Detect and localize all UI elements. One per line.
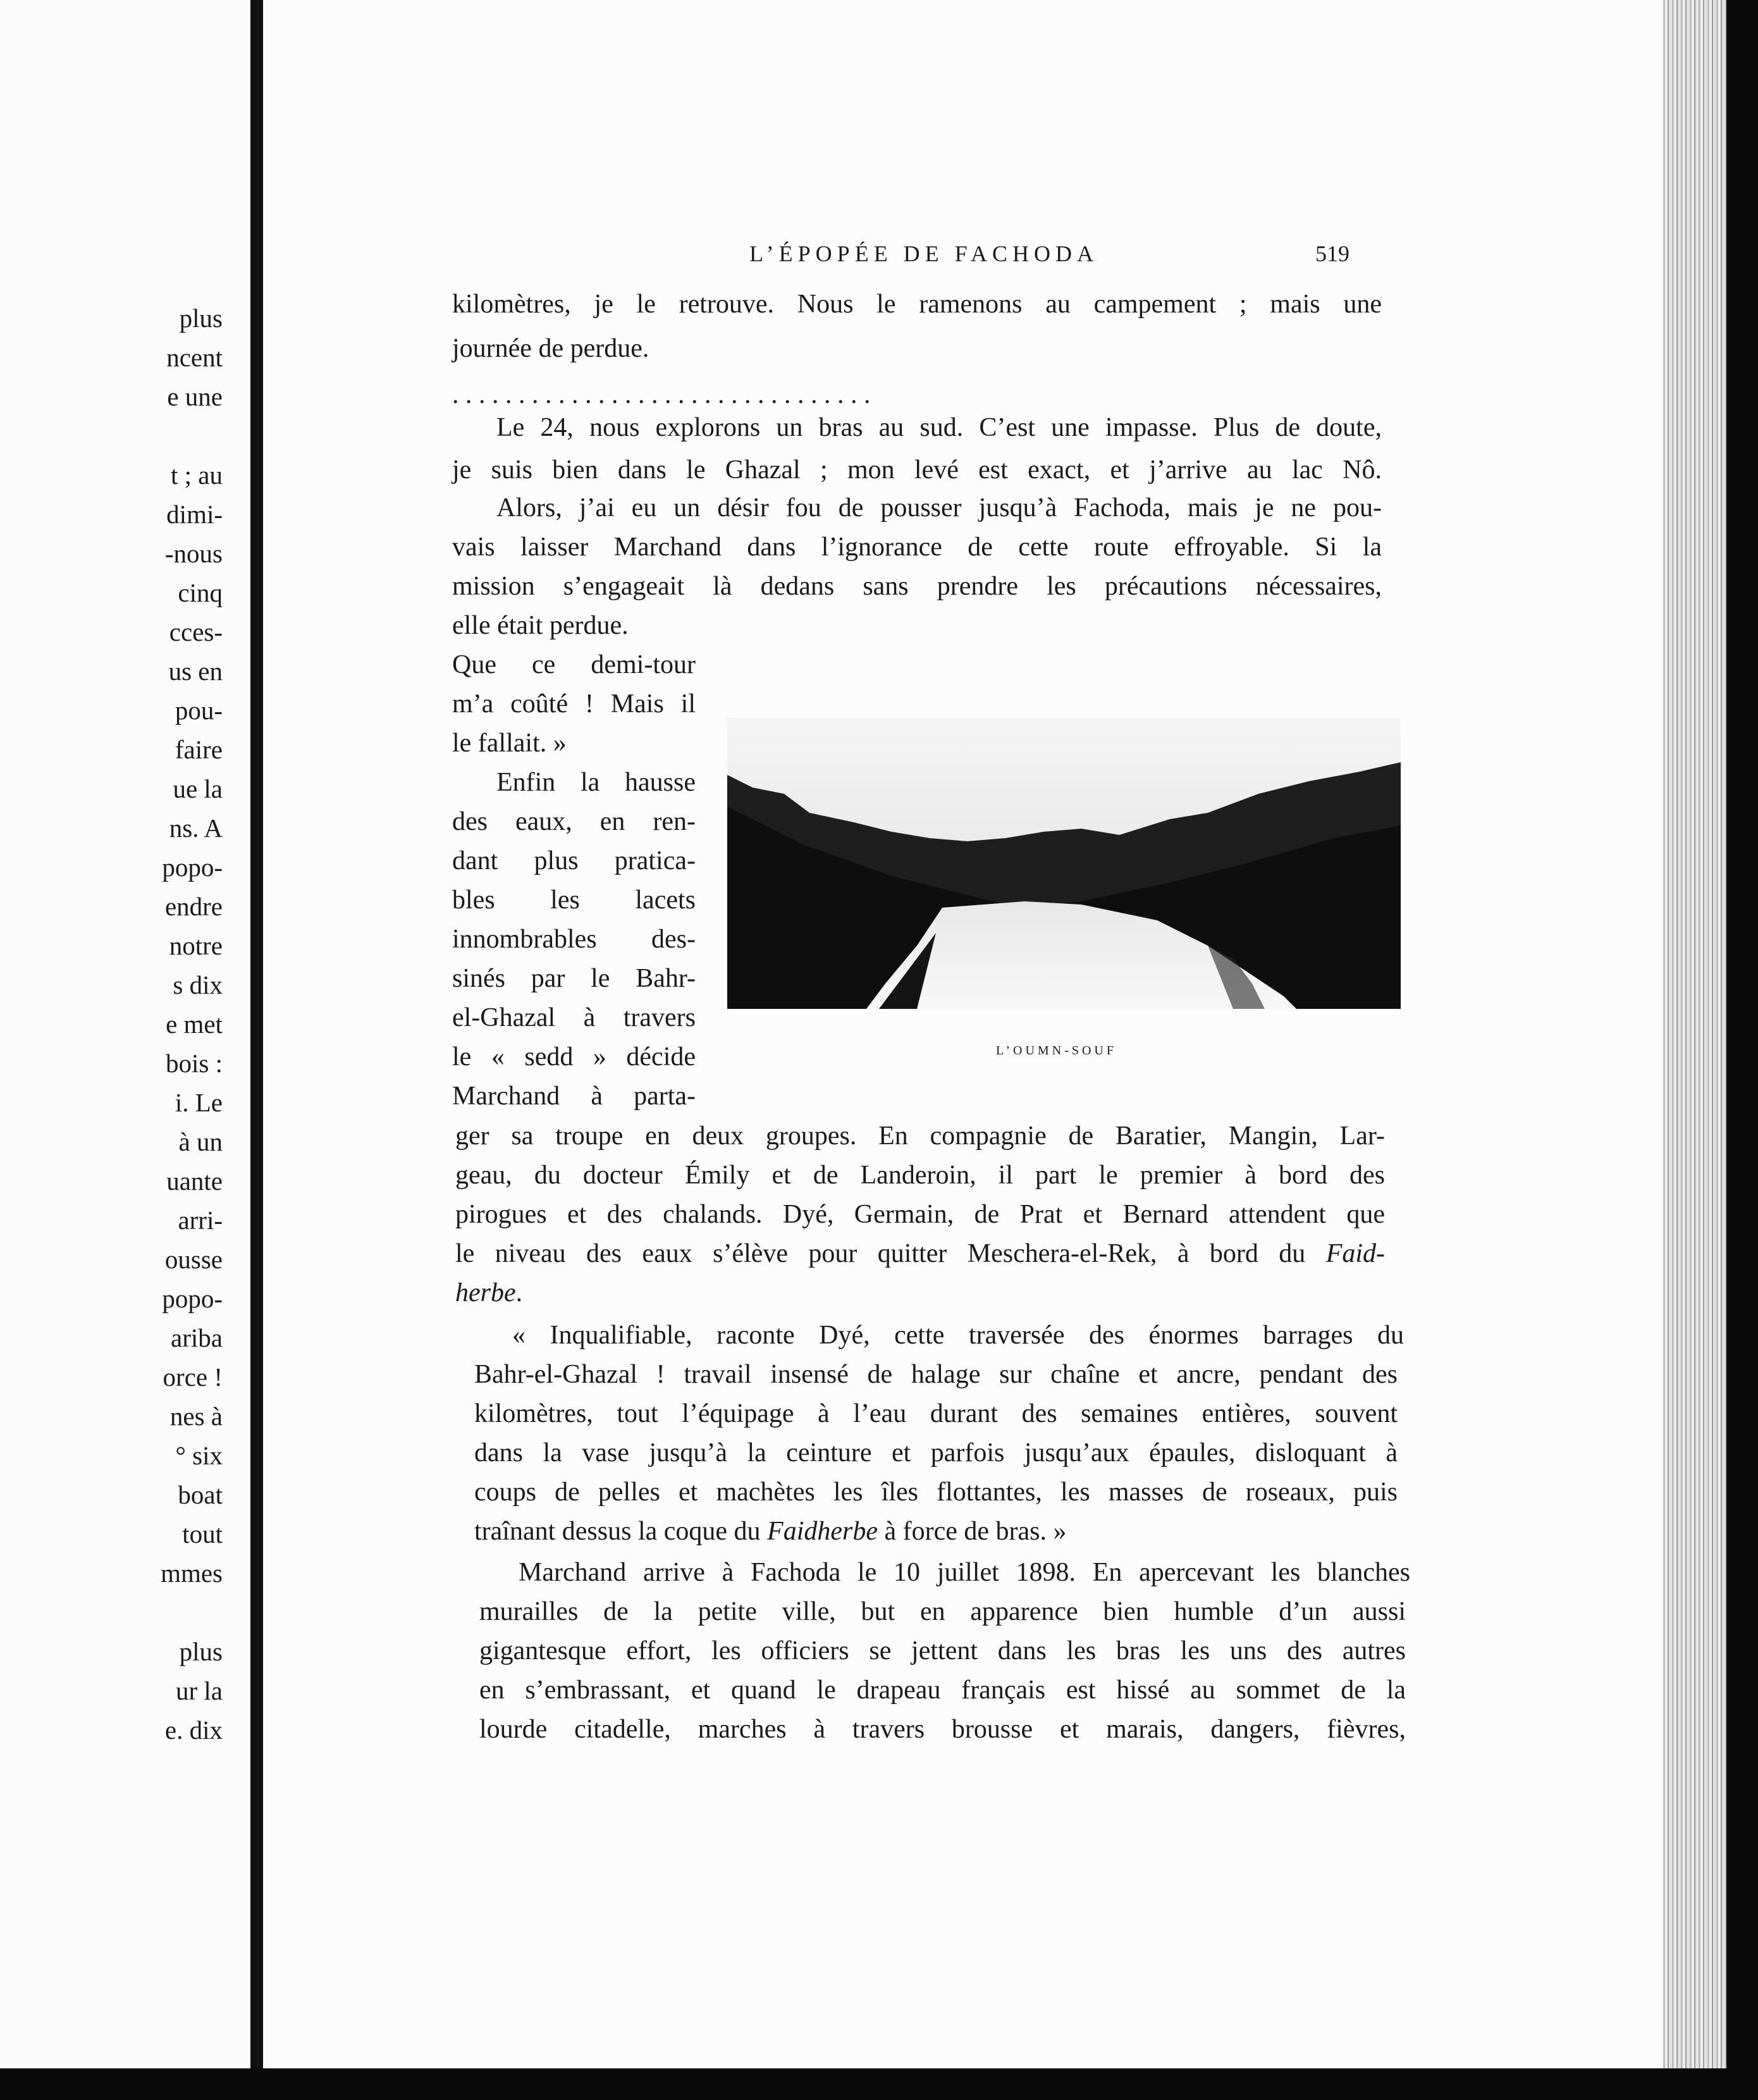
left-page-fragment: ns. A: [169, 813, 223, 843]
text-line: [479, 1710, 1406, 1749]
text-line: [474, 1433, 1398, 1473]
left-page-fragment: faire: [175, 735, 223, 764]
text-span: « Inqualifiable, raconte Dyé, cette traversée des énormes barrages du: [512, 1321, 1404, 1350]
left-page-fragment: boat: [178, 1480, 223, 1509]
text-span: .: [515, 1278, 523, 1307]
left-page-fragment: e. dix: [164, 1715, 223, 1745]
left-page-fragment: uante: [166, 1166, 223, 1195]
left-page-fragment: us en: [168, 657, 223, 686]
text-line: [455, 1273, 645, 1312]
text-span: Enfin la hausse: [496, 768, 696, 797]
left-page-fragment: plus: [179, 1637, 223, 1666]
text-span: Marchand arrive à Fachoda le 10 juillet 1898. En apercevant les blanches: [519, 1558, 1410, 1587]
text-line: [455, 1156, 1385, 1195]
text-span: ger sa troupe en deux groupes. En compagnie de Baratier, Mangin, Lar-: [455, 1121, 1385, 1151]
left-page: [0, 0, 250, 2100]
text-span: geau, du docteur Émily et de Landeroin, il part le premier à bord des: [455, 1161, 1385, 1190]
reed-channel-photo: [727, 718, 1401, 1009]
text-line: [512, 1316, 1404, 1355]
text-span: je suis bien dans le Ghazal ; mon levé est exact, et j’arrive au lac Nô.: [452, 455, 1382, 485]
left-page-fragment: cinq: [178, 578, 223, 607]
text-line: [455, 1234, 1385, 1273]
text-line: [496, 488, 1382, 528]
text-line: [452, 645, 696, 684]
left-page-fragment: pou-: [175, 696, 223, 725]
text-span: lourde citadelle, marches à travers brousse et marais, dangers, fièvres,: [479, 1715, 1406, 1744]
text-span: des eaux, en ren-: [452, 807, 696, 836]
left-page-fragment: ariba: [171, 1323, 223, 1352]
left-page-fragment: -nous: [164, 539, 223, 568]
left-page-fragment: ousse: [164, 1245, 223, 1274]
left-page-fragment: mmes: [161, 1559, 223, 1588]
text-span: mission s’engageait là dedans sans prendre les précautions nécessaires,: [452, 572, 1382, 601]
text-span: gigantesque effort, les officiers se jettent dans les bras les uns des autres: [479, 1636, 1406, 1665]
text-span: à force de bras. »: [884, 1517, 1067, 1546]
book-gutter: [250, 0, 263, 2100]
text-line: [479, 1671, 1406, 1710]
text-span: dans la vase jusqu’à la ceinture et parfois jusqu’aux épaules, disloquant à: [474, 1438, 1398, 1467]
text-line: [496, 408, 1382, 447]
text-span: le niveau des eaux s’élève pour quitter Meschera-el-Rek, à bord du: [455, 1239, 1306, 1268]
text-line: [452, 920, 696, 959]
text-span: journée de perdue.: [452, 334, 649, 363]
left-page-fragment: e met: [166, 1010, 223, 1039]
left-page-fragment: e une: [167, 382, 223, 411]
text-line: [452, 528, 1382, 567]
left-page-fragment: notre: [169, 931, 223, 960]
left-page-fragment: t ; au: [171, 460, 223, 490]
text-line: [455, 1195, 1385, 1234]
text-line: [474, 1394, 1398, 1433]
text-line: [452, 880, 696, 920]
text-line: [455, 1116, 1385, 1156]
left-page-fragment: ur la: [176, 1676, 223, 1705]
text-line: [452, 285, 1382, 324]
left-page-fragment: popo-: [162, 853, 223, 882]
text-line: [474, 1355, 1398, 1394]
text-span: Marchand à parta-: [452, 1082, 696, 1111]
text-span: kilomètres, je le retrouve. Nous le ramenons au campement ; mais une: [452, 290, 1382, 319]
scan-border: [0, 2068, 1758, 2100]
text-line: [496, 763, 696, 802]
left-page-fragment: dimi-: [166, 500, 223, 529]
text-line: [479, 1592, 1406, 1631]
text-span: le fallait. »: [452, 729, 567, 758]
text-span: coups de pelles et machètes les îles flottantes, les masses de roseaux, puis: [474, 1478, 1398, 1507]
text-line: [452, 567, 1382, 606]
left-page-fragment: à un: [178, 1127, 223, 1156]
left-page-fragment: ° six: [175, 1441, 223, 1470]
text-line: [452, 802, 696, 841]
left-page-fragment: nes à: [169, 1402, 223, 1431]
text-line: [452, 998, 696, 1037]
text-span: elle était perdue.: [452, 611, 629, 640]
text-span: m’a coûté ! Mais il: [452, 689, 696, 719]
italic-text: Faid-: [1325, 1239, 1385, 1268]
text-span: dant plus pratica-: [452, 846, 696, 875]
left-page-fragment: s dix: [173, 970, 223, 999]
text-line: [479, 1631, 1406, 1671]
text-span: bles les lacets: [452, 886, 696, 915]
text-line: [452, 1077, 696, 1116]
page-number: 519: [1315, 241, 1349, 266]
text-line: [452, 1037, 696, 1077]
text-span: Alors, j’ai eu un désir fou de pousser jusqu’à Fachoda, mais je ne pou-: [496, 493, 1382, 522]
running-title: L’ÉPOPÉE DE FACHODA: [749, 241, 1099, 266]
text-span: Que ce demi-tour: [452, 650, 696, 679]
text-line: [474, 1512, 1170, 1551]
text-span: sinés par le Bahr-: [452, 964, 696, 993]
left-page-fragment: ncent: [166, 343, 223, 372]
italic-text: Faidherbe: [767, 1517, 878, 1546]
left-page-fragment: arri-: [178, 1206, 223, 1235]
left-page-fragment: tout: [182, 1519, 223, 1548]
left-page-fragment: cces-: [169, 617, 223, 646]
text-span: pirogues et des chalands. Dyé, Germain, de Prat et Bernard attendent que: [455, 1200, 1385, 1229]
text-line: [452, 606, 692, 645]
text-span: Bahr-el-Ghazal ! travail insensé de halage sur chaîne et ancre, pendant des: [474, 1360, 1398, 1389]
text-span: Le 24, nous explorons un bras au sud. C’est une impasse. Plus de doute,: [496, 413, 1382, 442]
left-page-fragment: bois :: [166, 1049, 223, 1078]
text-line: [452, 841, 696, 880]
left-page-fragment: popo-: [162, 1284, 223, 1313]
text-line: [474, 1473, 1398, 1512]
text-span: vais laisser Marchand dans l’ignorance de cette route effroyable. Si la: [452, 533, 1382, 562]
left-page-fragment: i. Le: [175, 1088, 223, 1117]
text-line: [452, 724, 696, 763]
text-span: kilomètres, tout l’équipage à l’eau durant des semaines entières, souvent: [474, 1399, 1398, 1428]
text-line: [452, 329, 705, 368]
text-span: en s’embrassant, et quand le drapeau français est hissé au sommet de la: [479, 1676, 1406, 1705]
ellipsis-row: . . . . . . . . . . . . . . . . . . . . . . . . . . . . . . . .: [452, 380, 871, 409]
figure-caption: L’OUMN-SOUF: [996, 1044, 1117, 1058]
left-page-fragment: plus: [179, 304, 223, 333]
left-page-fragment: endre: [164, 892, 223, 921]
text-line: [452, 959, 696, 998]
italic-text: herbe: [455, 1278, 516, 1307]
left-page-fragment: ue la: [173, 774, 223, 803]
text-span: le « sedd » décide: [452, 1042, 696, 1072]
text-span: murailles de la petite ville, but en apparence bien humble d’un aussi: [479, 1597, 1406, 1626]
marsh-photograph: [727, 718, 1401, 1009]
text-line: [452, 450, 1382, 490]
text-line: [519, 1553, 1410, 1592]
left-page-fragment: orce !: [163, 1362, 223, 1392]
text-span: traînant dessus la coque du: [474, 1517, 761, 1546]
page-edges: [1663, 0, 1726, 2068]
text-span: innombrables des-: [452, 925, 696, 954]
text-span: el-Ghazal à travers: [452, 1003, 696, 1032]
text-line: [452, 684, 696, 724]
